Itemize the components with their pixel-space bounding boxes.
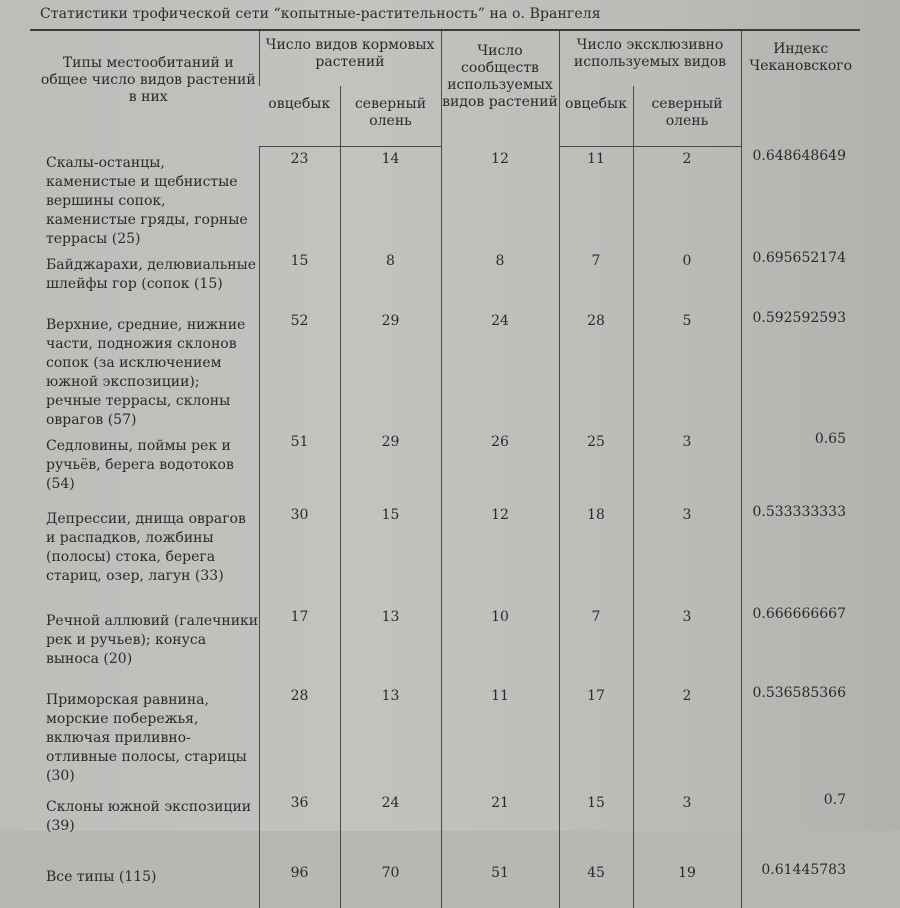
cell-forage-reindeer: 8 <box>340 249 441 309</box>
cell-excl-reindeer: 2 <box>633 684 741 791</box>
cell-index: 0.648648649 <box>741 147 860 249</box>
cell-forage-reindeer: 24 <box>340 791 441 861</box>
cell-forage-reindeer: 29 <box>340 309 441 430</box>
cell-forage-muskox: 15 <box>259 249 340 309</box>
cell-shared: 21 <box>441 791 559 861</box>
cell-forage-reindeer: 13 <box>340 605 441 684</box>
cell-forage-reindeer: 70 <box>340 861 441 908</box>
cell-excl-muskox: 7 <box>559 249 633 309</box>
cell-forage-muskox: 17 <box>259 605 340 684</box>
cell-excl-muskox: 45 <box>559 861 633 908</box>
table-caption: Статистики трофической сети “копытные-растительность” на о. Врангеля <box>40 6 601 22</box>
header-habitat-type: Типы местообитаний и общее число видов растений в них <box>40 55 256 105</box>
cell-shared: 24 <box>441 309 559 430</box>
cell-habitat: Приморская равнина, морские побережья, включая приливно-отливные полосы, старицы (30) <box>46 691 247 784</box>
cell-forage-reindeer: 15 <box>340 503 441 605</box>
cell-habitat: Депрессии, днища оврагов и распадков, ложбины (полосы) стока, берега стариц, озер, лагун (33) <box>46 510 246 584</box>
table-row <box>38 605 860 684</box>
cell-index: 0.695652174 <box>741 249 860 309</box>
cell-index: 0.592592593 <box>741 309 860 430</box>
table-row <box>38 430 860 503</box>
cell-excl-reindeer: 5 <box>633 309 741 430</box>
cell-excl-reindeer: 3 <box>633 430 741 503</box>
table-row <box>38 147 860 249</box>
cell-forage-muskox: 36 <box>259 791 340 861</box>
table-row <box>38 503 860 605</box>
cell-index: 0.65 <box>741 430 860 503</box>
cell-forage-reindeer: 13 <box>340 684 441 791</box>
cell-forage-muskox: 52 <box>259 309 340 430</box>
cell-shared: 10 <box>441 605 559 684</box>
cell-shared: 26 <box>441 430 559 503</box>
cell-excl-muskox: 7 <box>559 605 633 684</box>
table-row <box>38 684 860 791</box>
header-shared-species: Число сообществ используемых видов растений <box>441 31 559 147</box>
table-row <box>38 249 860 309</box>
cell-excl-muskox: 28 <box>559 309 633 430</box>
cell-index: 0.533333333 <box>741 503 860 605</box>
cell-shared: 11 <box>441 684 559 791</box>
header-czekanowski-index: Индекс Чекановского <box>741 31 860 147</box>
cell-forage-reindeer: 29 <box>340 430 441 503</box>
cell-forage-reindeer: 14 <box>340 147 441 249</box>
cell-habitat: Скалы-останцы, каменистые и щебнистые вершины сопок, каменистые гряды, горные террасы (25) <box>46 154 248 247</box>
cell-forage-muskox: 28 <box>259 684 340 791</box>
cell-excl-muskox: 17 <box>559 684 633 791</box>
cell-shared: 12 <box>441 147 559 249</box>
cell-forage-muskox: 23 <box>259 147 340 249</box>
cell-habitat: Верхние, средние, нижние части, подножия склонов сопок (за исключением южной экспозиции); речные террасы, склоны оврагов (57) <box>46 316 246 428</box>
cell-excl-muskox: 15 <box>559 791 633 861</box>
cell-excl-muskox: 25 <box>559 430 633 503</box>
cell-index: 0.7 <box>741 791 860 861</box>
cell-index: 0.536585366 <box>741 684 860 791</box>
header-forage-reindeer: северный олень <box>340 86 441 147</box>
cell-excl-reindeer: 3 <box>633 791 741 861</box>
cell-forage-muskox: 96 <box>259 861 340 908</box>
cell-excl-reindeer: 0 <box>633 249 741 309</box>
cell-excl-reindeer: 19 <box>633 861 741 908</box>
table-row-total <box>38 861 860 908</box>
cell-forage-muskox: 30 <box>259 503 340 605</box>
cell-habitat: Байджарахи, делювиальные шлейфы гор (сопок (15) <box>46 256 257 292</box>
cell-habitat: Седловины, поймы рек и ручьёв, берега водотоков (54) <box>46 437 234 492</box>
header-exclusive-species: Число эксклюзивно используемых видов <box>559 31 741 86</box>
cell-excl-muskox: 11 <box>559 147 633 249</box>
cell-shared: 8 <box>441 249 559 309</box>
cell-excl-reindeer: 3 <box>633 605 741 684</box>
header-excl-muskox: овцебык <box>559 86 633 147</box>
cell-shared: 51 <box>441 861 559 908</box>
cell-habitat: Склоны южной экспозиции (39) <box>46 798 252 834</box>
table-row <box>38 309 860 430</box>
cell-excl-reindeer: 2 <box>633 147 741 249</box>
cell-habitat: Все типы (115) <box>46 868 157 885</box>
cell-excl-reindeer: 3 <box>633 503 741 605</box>
header-forage-species: Число видов кормовых растений <box>259 31 441 86</box>
cell-excl-muskox: 18 <box>559 503 633 605</box>
cell-index: 0.666666667 <box>741 605 860 684</box>
cell-shared: 12 <box>441 503 559 605</box>
cell-forage-muskox: 51 <box>259 430 340 503</box>
trophic-statistics-table <box>38 31 860 908</box>
cell-habitat: Речной аллювий (галечники рек и ручьев); конуса выноса (20) <box>46 612 259 667</box>
header-forage-muskox: овцебык <box>259 86 340 147</box>
header-excl-reindeer: северный олень <box>633 86 741 147</box>
cell-index: 0.61445783 <box>741 861 860 908</box>
table-row <box>38 791 860 861</box>
